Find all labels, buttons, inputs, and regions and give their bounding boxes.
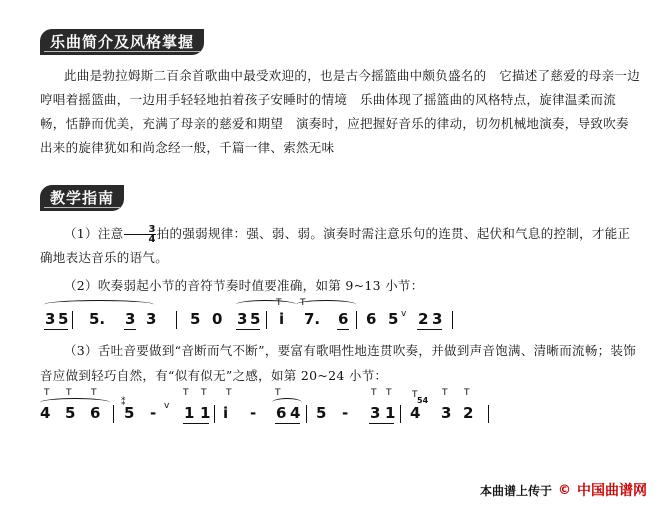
barline — [488, 405, 489, 423]
slur — [40, 398, 110, 407]
underline — [44, 329, 68, 330]
tongue-mark: T — [371, 388, 377, 398]
note: 2 — [418, 310, 429, 328]
note: 5 — [65, 404, 76, 422]
note: 3 — [146, 310, 157, 328]
note: 5 — [190, 310, 201, 328]
time-signature — [124, 225, 155, 244]
guide-item-1-prefix: （1）注意 — [64, 226, 124, 241]
note: 3 — [125, 310, 136, 328]
section-title-intro — [40, 29, 204, 55]
time-signature-top: 3 — [124, 225, 155, 235]
footer-label: 本曲谱上传于 — [479, 483, 552, 498]
note: 5 — [58, 310, 69, 328]
grace-notes: 54 — [417, 396, 429, 405]
note: 3 — [370, 404, 381, 422]
tongue-mark: T — [442, 388, 448, 398]
ornament-mark: ⁑ — [121, 398, 126, 408]
note: 3 — [432, 310, 443, 328]
slur — [296, 300, 356, 309]
tongue-mark: T — [226, 388, 232, 398]
tongue-mark: T — [44, 388, 50, 398]
note: 4 — [290, 404, 301, 422]
tongue-mark: T — [412, 390, 418, 400]
barline — [452, 311, 453, 329]
tongue-mark: T — [201, 388, 207, 398]
tongue-mark: T — [66, 388, 72, 398]
barline — [113, 405, 114, 423]
slur — [272, 398, 302, 407]
barline — [400, 405, 401, 423]
note: 1 — [184, 404, 195, 422]
intro-paragraph: 此曲是勃拉姆斯二百余首歌曲中最受欢迎的，也是古今摇篮曲中颇负盛名的 它描述了慈爱的母亲一边哼唱着摇篮曲，一边用手轻轻地拍着孩子安睡时的情境 乐曲体现了摇篮曲的风格特点，旋律温柔而流畅，恬静而优美，充满了母亲的慈爱和期望 演奏时，应把握好音乐的律动，切勿机械地演奏，导致吹奏出来的旋律犹如和尚念经一般，千篇一律、索然无味 — [40, 68, 641, 155]
guide-item-2: （2）吹奏弱起小节的音符节奏时值要准确，如第 9~13 小节： — [64, 278, 424, 293]
site-logo[interactable]: 中国曲谱网 — [577, 483, 647, 499]
note: 3 — [45, 310, 56, 328]
time-signature-bottom: 4 — [148, 234, 156, 245]
note: - — [342, 404, 349, 422]
guide-item-3: （3）舌吐音要做到“音断而气不断”，要富有歌唱性地连贯吹奏，并做到声音饱满、清晰而流畅；装饰音应做到轻巧自然，有“似有似无”之感，如第 20~24 小节： — [40, 343, 637, 383]
underline — [337, 329, 349, 330]
slur — [236, 300, 296, 309]
section-title-guide — [40, 185, 124, 211]
note: 6 — [366, 310, 377, 328]
note: 1 — [385, 404, 396, 422]
underline — [417, 329, 442, 330]
tongue-mark: T — [91, 388, 97, 398]
tongue-mark: T — [386, 388, 392, 398]
note: 5 — [250, 310, 261, 328]
note: 7. — [304, 310, 321, 328]
barline — [266, 311, 267, 329]
tongue-mark: T — [300, 298, 306, 308]
note: 4 — [40, 404, 51, 422]
note: 3 — [441, 404, 452, 422]
note: 5 — [124, 404, 135, 422]
note: 2 — [463, 404, 474, 422]
note: 1 — [200, 404, 211, 422]
note: i — [223, 404, 229, 422]
note: 5 — [316, 404, 327, 422]
footer-credit — [480, 480, 647, 500]
underline — [236, 329, 260, 330]
note: 6 — [338, 310, 349, 328]
note: 4 — [410, 404, 421, 422]
tongue-mark: T — [464, 388, 470, 398]
section-title-guide-text: 教学指南 — [50, 189, 115, 207]
note: 5 — [388, 310, 399, 328]
note: 6 — [90, 404, 101, 422]
underline — [124, 329, 136, 330]
note: 6 — [276, 404, 287, 422]
site-logo-icon: © — [558, 482, 571, 498]
underline — [183, 423, 209, 424]
breath-mark: v — [164, 401, 170, 411]
slur — [44, 300, 154, 309]
note: - — [250, 404, 257, 422]
barline — [356, 311, 357, 329]
barline — [176, 311, 177, 329]
guide-item-1-suffix: 拍的强弱规律：强、弱、弱。演奏时需注意乐句的连贯、起伏和气息的控制，才能正确地表达音乐的语气。 — [40, 226, 631, 265]
tongue-mark: T — [183, 388, 189, 398]
note: 3 — [237, 310, 248, 328]
note: - — [150, 404, 157, 422]
barline — [214, 405, 215, 423]
note: i — [279, 310, 285, 328]
barline — [72, 311, 73, 329]
barline — [306, 405, 307, 423]
underline — [369, 423, 394, 424]
note: 0 — [212, 310, 223, 328]
guide-item-1 — [40, 222, 640, 270]
note: 5. — [89, 310, 106, 328]
tongue-mark: T — [276, 298, 282, 308]
breath-mark: v — [401, 309, 407, 319]
underline — [275, 423, 300, 424]
section-title-intro-text: 乐曲简介及风格掌握 — [50, 33, 195, 51]
tongue-mark: T — [275, 388, 281, 398]
